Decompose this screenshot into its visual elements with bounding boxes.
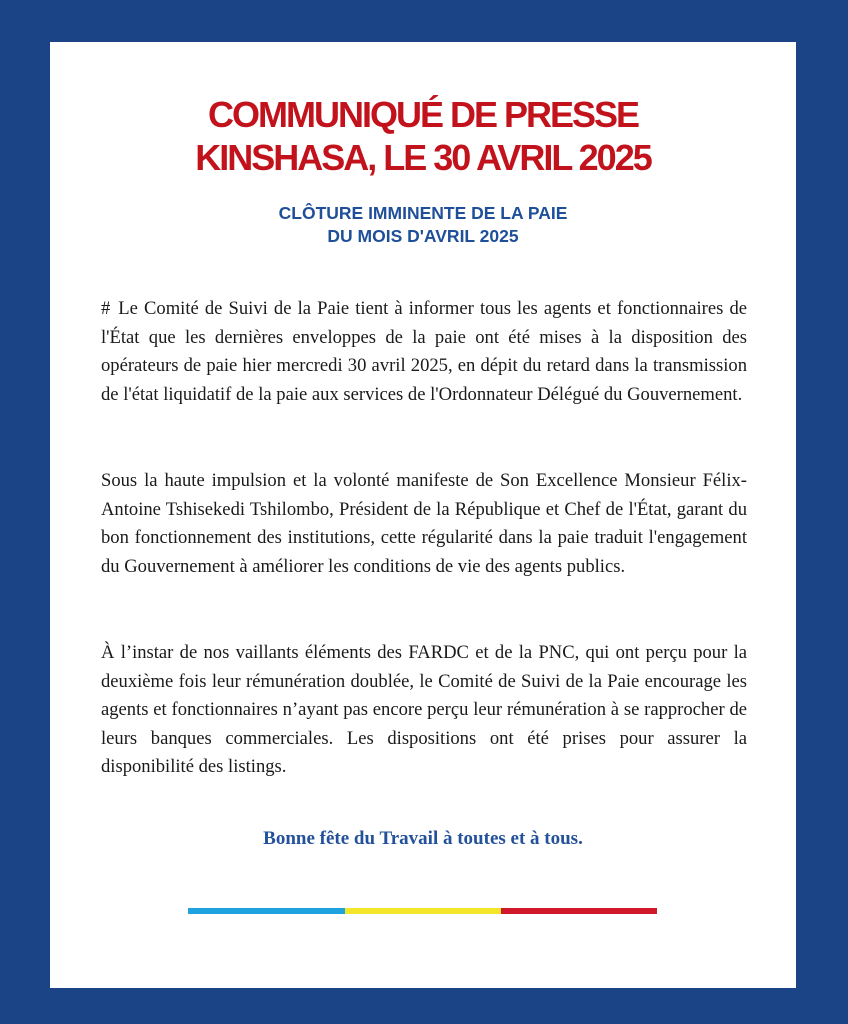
hash-marker: # <box>101 298 111 319</box>
flag-stripe-red <box>501 908 657 914</box>
subject-heading-line2: DU MOIS D'AVRIL 2025 <box>327 226 519 246</box>
paragraph-3: À l’instar de nos vaillants éléments des FARDC et de la PNC, qui ont perçu pour la deuxième fois leur rémunération doublée, le Comité de Suivi de la Paie encourage les agents et fonctionnaires n’ayant pas encore perçu leur rémunération à se rapprocher de leurs banques commerciales. Les dispositions ont été prises pour assurer la disponibilité des listings. <box>101 642 747 777</box>
press-release-card <box>50 42 796 988</box>
date-location-title: KINSHASA, LE 30 AVRIL 2025 <box>195 137 651 178</box>
flag-stripe-yellow <box>345 908 501 914</box>
paragraph-1-text: Le Comité de Suivi de la Paie tient à informer tous les agents et fonctionnaires de l'État que les dernières enveloppes de la paie ont été mises à la disposition des opérateurs de paie hier mercredi 30 avril 2025, en dépit du retard dans la transmission de l'état liquidatif de la paie aux services de l'Ordonnateur Délégué du Gouvernement. <box>101 298 747 405</box>
press-release-title: COMMUNIQUÉ DE PRESSE <box>207 94 639 135</box>
paragraph-2: Sous la haute impulsion et la volonté manifeste de Son Excellence Monsieur Félix-Antoine Tshisekedi Tshilombo, Président de la République et Chef de l'État, garant du bon fonctionnement des institutions, cette régularité dans la paie traduit l'engagement du Gouvernement à améliorer les conditions de vie des agents publics. <box>101 470 747 577</box>
paragraph-1 <box>101 295 747 409</box>
subject-heading-line1: CLÔTURE IMMINENTE DE LA PAIE <box>278 203 568 223</box>
closing-greeting: Bonne fête du Travail à toutes et à tous. <box>263 828 583 849</box>
flag-stripe-blue <box>188 908 345 914</box>
